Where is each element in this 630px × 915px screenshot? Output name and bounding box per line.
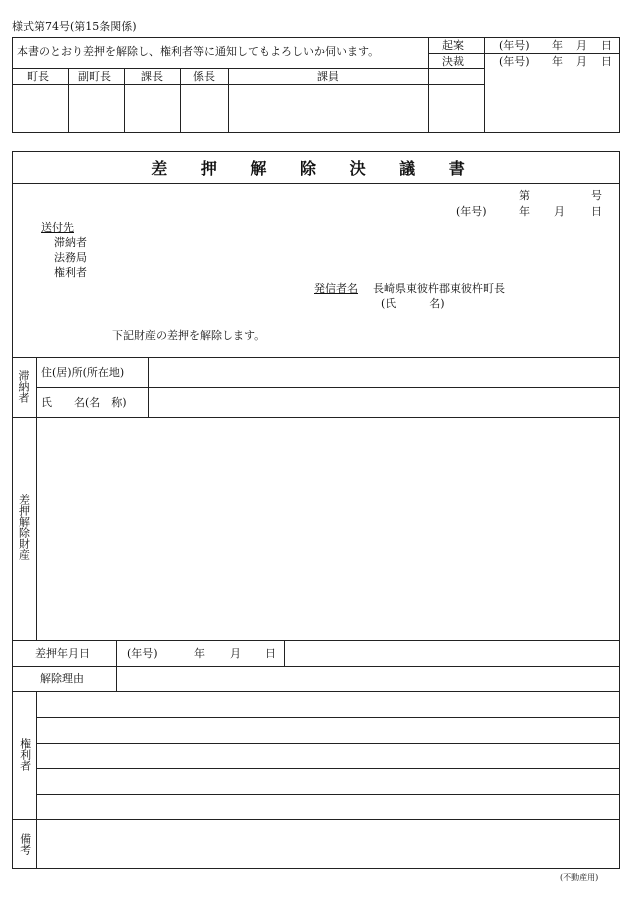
role-deputy-mayor: 副町長: [78, 70, 111, 83]
sender-label: 発信者名: [314, 282, 358, 295]
seizure-date-month: 月: [230, 647, 241, 660]
rights-holder-row[interactable]: [37, 718, 619, 743]
release-reason-label: 解除理由: [40, 672, 84, 685]
role-subsection-chief: 係長: [193, 70, 215, 83]
recipient-legal-bureau: 法務局: [54, 251, 87, 264]
seizure-date-label: 差押年月日: [35, 647, 90, 660]
seizure-date-year: 年: [194, 647, 205, 660]
doc-no-suffix: 号: [591, 189, 602, 202]
approval-request-text: 本書のとおり差押を解除し、権利者等に通知してもよろしいか伺います。: [17, 45, 380, 58]
property-field[interactable]: [37, 418, 619, 639]
sender-name: 長崎県東彼杵郡東彼杵町長: [373, 282, 505, 295]
form-number: 様式第74号(第15条関係): [12, 20, 137, 33]
remarks-field[interactable]: [37, 820, 619, 868]
role-section-chief: 課長: [141, 70, 163, 83]
role-staff: 課員: [317, 70, 339, 83]
kessai-label: 決裁: [442, 55, 464, 68]
doc-date-month: 月: [554, 205, 565, 218]
kessai-date-era: (年号): [499, 55, 530, 68]
page-title: 差 押 解 除 決 議 書: [151, 159, 479, 178]
rights-holder-row[interactable]: [37, 744, 619, 768]
kian-date-era: (年号): [499, 39, 530, 52]
doc-date-era: (年号): [456, 205, 487, 218]
sender-seal: (氏 名): [381, 297, 445, 310]
kessai-date-year: 年: [552, 55, 563, 68]
rights-holder-row[interactable]: [37, 795, 619, 819]
kian-date-month: 月: [576, 39, 587, 52]
doc-no-prefix: 第: [519, 189, 530, 202]
kessai-date-month: 月: [576, 55, 587, 68]
kian-date-year: 年: [552, 39, 563, 52]
kian-date-day: 日: [601, 39, 612, 52]
statement: 下記財産の差押を解除します。: [112, 329, 266, 342]
footer-note: (不動産用): [560, 873, 599, 882]
seizure-date-era: (年号): [127, 647, 158, 660]
name-field[interactable]: [149, 388, 619, 416]
seizure-date-day: 日: [265, 647, 276, 660]
address-label: 住(居)所(所在地): [41, 366, 125, 379]
taxpayer-group-label: 滞納者: [17, 370, 30, 403]
role-mayor: 町長: [27, 70, 49, 83]
remarks-label: 備考: [18, 833, 32, 855]
address-field[interactable]: [149, 358, 619, 386]
rights-holder-label: 権利者: [18, 738, 32, 771]
rights-holder-row[interactable]: [37, 769, 619, 794]
name-label: 氏 名(名 称): [41, 396, 127, 409]
recipients-heading: 送付先: [41, 221, 74, 234]
kessai-date-day: 日: [601, 55, 612, 68]
recipient-taxpayer: 滞納者: [54, 236, 87, 249]
kian-label: 起案: [442, 39, 464, 52]
recipient-rights-holder: 権利者: [54, 266, 87, 279]
release-reason-field[interactable]: [117, 667, 619, 690]
doc-date-year: 年: [519, 205, 530, 218]
rights-holder-row[interactable]: [37, 692, 619, 717]
doc-date-day: 日: [591, 205, 602, 218]
property-label: 差押解除財産: [17, 494, 31, 560]
